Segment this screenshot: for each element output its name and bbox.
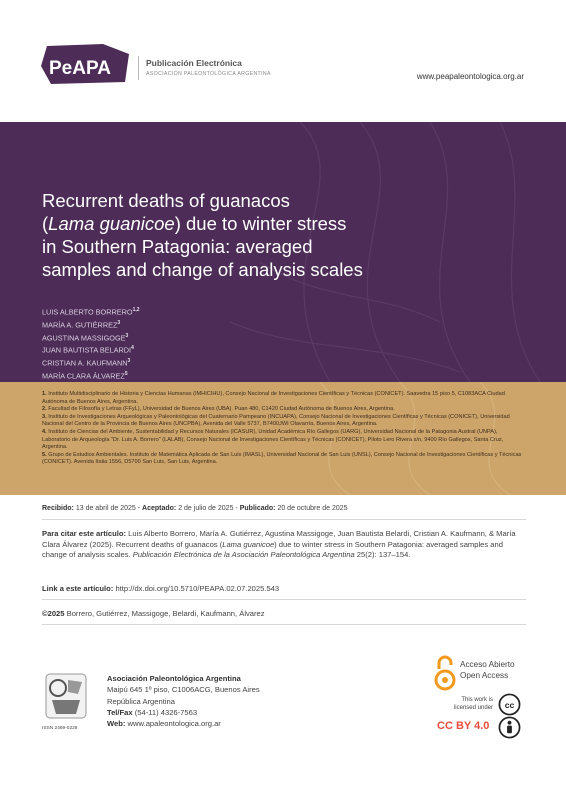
author-item: CRISTIAN A. KAUFMANN$^3$ — [42, 358, 131, 368]
copyright-line: ©2025 Borrero, Gutiérrez, Massigoge, Belardi, Kaufmann, Álvarez — [42, 609, 265, 618]
citation-block: Para citar este artículo: Luis Alberto Borrero, María A. Gutiérrez, Agustina Massigoge, Juan Bautista Belardi, Cristian A. Kaufmann, & María Clara Álvarez (2025). Recurrent deaths of guanacos (Lama guanicoe) due to winter stress in Southern Patagonia: averaged samples and change of analysis scales. Publicación Electrónica de la Asociación Paleontológica Argentina 25(2): 137–154. — [42, 529, 516, 559]
peapa-logo — [41, 44, 131, 84]
apa-web-link[interactable]: www.apaleontologica.org.ar — [127, 719, 221, 729]
apa-contact: Asociación Paleontológica Argentina Maipú 645 1º piso, C1006ACG, Buenos Aires República Argentina Tel/Fax (54-11) 4326-7563 Web: www.apaleontologica.org.ar — [107, 674, 260, 729]
citation-label: Para citar este artículo: — [42, 529, 126, 538]
svg-text:cc: cc — [504, 699, 515, 710]
author-item: MARÍA CLARA ÁLVAREZ$^5$ — [42, 371, 128, 381]
page-header — [0, 0, 566, 122]
license-note: This work is licensed under — [453, 697, 493, 711]
affiliation-item: 1. Instituto Multidisciplinario de Historia y Ciencias Humanas (IMHICIHU), Consejo Nacional de Investigaciones Científicas y Técnicas (CONICET). Saavedra 15 piso 5, C1083ACA Ciudad Autónoma de Buenos Aires, Argentina. — [42, 391, 505, 405]
publication-title: Publicación Electrónica — [146, 58, 242, 68]
address-line-1: Maipú 645 1º piso, C1006ACG, Buenos Aires — [107, 685, 260, 695]
title-species: Lama guanicoe — [48, 213, 175, 234]
title-line-4: samples and change of analysis scales — [42, 259, 363, 280]
publication-subtitle: ASOCIACIÓN PALEONTOLÓGICA ARGENTINA — [146, 71, 271, 77]
license-name[interactable]: CC BY 4.0 — [437, 720, 490, 732]
doi-link[interactable]: http://dx.doi.org/10.5710/PEAPA.02.07.2025.543 — [115, 584, 280, 593]
telfax: (54-11) 4326-7563 — [134, 707, 198, 717]
site-url-link[interactable]: www.peapaleontologica.org.ar — [416, 72, 524, 81]
divider — [42, 519, 526, 520]
affiliation-item: 2. Facultad de Filosofía y Letras (FFyL), Universidad de Buenos Aires (UBA). Puan 480, C1420 Ciudad Autónoma de Buenos Aires, Argentina. — [42, 406, 395, 413]
affiliations-list — [42, 391, 526, 467]
affiliation-item: 3. Instituto de Investigaciones Arqueológicas y Paleontológicas del Cuaternario Pampeano (INCUAPA), Consejo Nacional de Investigaciones Científicas y Técnicas (CONICET), Universidad Nacional del Centro de la Provincia de Buenos Aires (UNCPBA), Avenida del Valle 5737, B7400JWI Olavarría, Buenos Aires, Argentina. — [42, 413, 510, 428]
divider — [42, 599, 526, 600]
logo-divider — [138, 56, 139, 80]
author-item: MARÍA A. GUTIÉRREZ$^3$ — [42, 319, 121, 330]
org-name: Asociación Paleontológica Argentina — [107, 674, 241, 683]
affiliation-item: 5. Grupo de Estudios Ambientales. Instituto de Matemática Aplicada de San Luis (IMASL), Universidad Nacional de San Luis (UNSL), Consejo Nacional de Investigaciones Científicas y Técnicas (CONICET). Avenida Italia 1556, D5700 San Luis, San Luis, Argentina. — [42, 451, 522, 466]
article-dates: Recibido: 13 de abril de 2025 - Aceptado: 2 de julio de 2025 - Publicado: 20 de octubre de 2025 — [42, 505, 348, 512]
attribution-icon — [498, 716, 521, 739]
open-access-label: Acceso Abierto Open Access — [460, 660, 515, 680]
title-line-1: Recurrent deaths of guanacos — [42, 190, 290, 211]
affiliations-band — [0, 382, 566, 495]
title-paren-open: ( — [42, 213, 49, 234]
author-item: JUAN BAUTISTA BELARDI$^4$ — [42, 345, 134, 355]
logo-text: PeAPA — [49, 58, 111, 79]
apa-fossil-logo — [42, 670, 90, 722]
divider — [42, 624, 526, 625]
title-line-3: in Southern Patagonia: averaged — [42, 236, 313, 257]
affiliation-item: 4. Instituto de Ciencias del Ambiente, Sustentabilidad y Recursos Naturales (ICASUR), Unidad Académica Río Gallegos (UARG), Universidad Nacional de la Patagonia Austral (UNPA), Laboratorio de Arqueología "Dr. Luis A. Borrero" (LALAB), Consejo Nacional de Investigaciones Científicas y Técnicas (CONICET), Piloto Lero Rivera s/n, 9400 Río Gallegos, Santa Cruz, Argentina. — [42, 428, 504, 451]
article-title — [42, 189, 462, 281]
title-line-2-rest: ) due to winter stress — [174, 213, 347, 234]
author-item: LUIS ALBERTO BORRERO$^{1,2}$ — [42, 307, 140, 317]
address-line-2: República Argentina — [107, 696, 175, 706]
author-list — [42, 305, 140, 382]
author-item: AGUSTINA MASSIGOGE$^3$ — [42, 332, 129, 343]
title-band — [0, 122, 566, 382]
doi-line: Link a este artículo: http://dx.doi.org/10.5710/PEAPA.02.07.2025.543 — [42, 584, 280, 593]
issn: ISSN 2469-0228 — [42, 726, 78, 731]
open-access-icon — [434, 655, 456, 691]
creative-commons-icon[interactable] — [498, 693, 521, 716]
